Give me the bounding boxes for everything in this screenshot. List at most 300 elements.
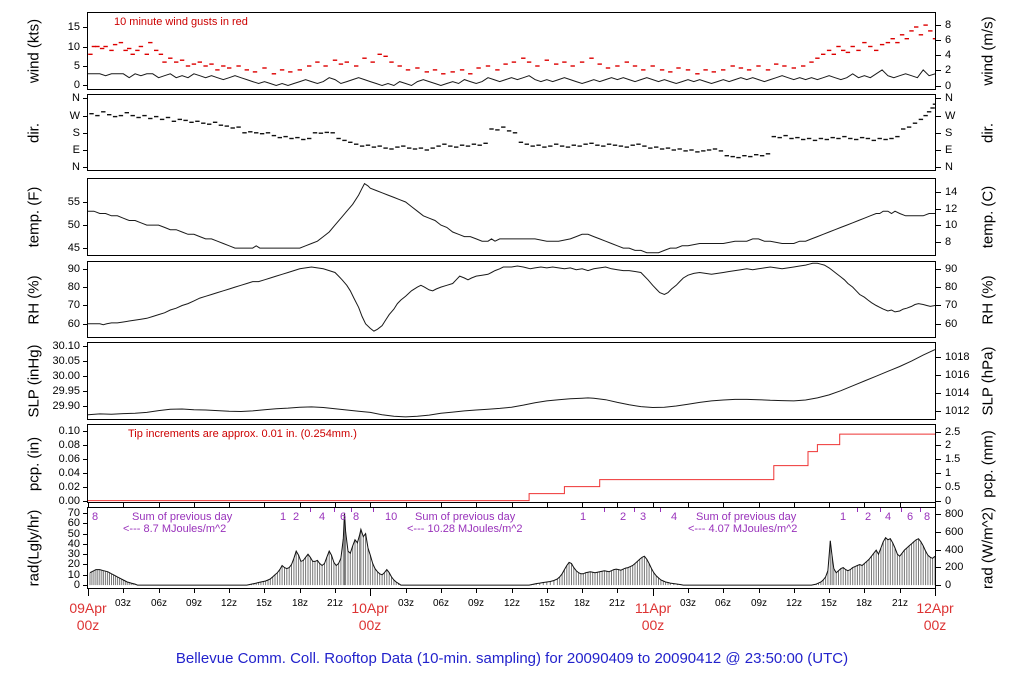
wind-point (503, 63, 507, 64)
rad-hour-marker: 6 (340, 511, 347, 523)
wind-point (88, 54, 92, 55)
dir-point (825, 139, 829, 140)
dir-point (89, 113, 93, 114)
wind-point (383, 56, 387, 57)
wind-point (145, 54, 149, 55)
dir-point (195, 121, 199, 122)
xaxis-minor-label: 06z (150, 598, 168, 609)
wind-point (236, 65, 240, 66)
dir-point (136, 117, 140, 118)
xaxis-minor-label: 15z (820, 598, 838, 609)
xtick-rad (194, 589, 195, 593)
dir-point (566, 146, 570, 147)
xtick-pcp (759, 503, 760, 507)
wind-point (203, 65, 207, 66)
ytick-label-right-slp: 1018 (945, 351, 970, 363)
dir-point (883, 139, 887, 140)
rad-hour-marker: 10 (385, 511, 398, 523)
dir-point (489, 128, 493, 129)
xaxis-date-label (907, 600, 963, 634)
dir-point (719, 150, 723, 151)
xtick-rad (864, 589, 865, 593)
wind-point (425, 71, 429, 72)
wind-point (589, 58, 593, 59)
dir-point (748, 156, 752, 157)
ytick-label-right-temp: 14 (945, 186, 958, 198)
ytick-right-slp (936, 393, 941, 394)
wind-point (606, 67, 610, 68)
xtick-pcp (229, 503, 230, 507)
dir-point (478, 145, 482, 146)
ylabel-left-rh: RH (%) (25, 274, 43, 325)
wind-point (186, 65, 190, 66)
annotation-rad-2: Sum of previous day (415, 511, 516, 523)
dir-point (889, 138, 893, 139)
wind-point (836, 46, 840, 47)
wind-point (856, 50, 860, 51)
xaxis-minor-label: 03z (114, 598, 132, 609)
xtick-pcp (547, 503, 548, 507)
dir-point (395, 146, 399, 147)
wind-point (113, 44, 117, 45)
dir-point (860, 137, 864, 138)
ytick-left-temp (83, 225, 88, 226)
wind-point (272, 73, 276, 74)
wind-point (180, 60, 184, 61)
xtick-pcp (264, 503, 265, 507)
dir-point (260, 133, 264, 134)
dir-point (483, 143, 487, 144)
dir-point (613, 145, 617, 146)
panel-pcp (87, 424, 936, 503)
annotation-rad-0: Sum of previous day (132, 511, 233, 523)
wind-point (841, 50, 845, 51)
ytick-label-right-temp: 8 (945, 236, 952, 248)
dir-point (425, 149, 429, 150)
wind-point (832, 54, 836, 55)
xaxis-minor-label: 18z (855, 598, 873, 609)
ytick-left-slp (83, 346, 88, 347)
panel-temp (87, 178, 936, 256)
wind-point (895, 42, 899, 43)
xtick-rad (335, 589, 336, 593)
dir-point (589, 143, 593, 144)
dir-point (689, 149, 693, 150)
ytick-right-temp (936, 209, 941, 210)
dir-point (531, 145, 535, 146)
xtick-pcp (300, 503, 301, 507)
ytick-label-right-dir: E (945, 144, 953, 156)
xtick-pcp (900, 503, 901, 507)
ytick-left-wind (83, 27, 88, 28)
wind-point (245, 69, 249, 70)
ytick-label-right-pcp: 2.5 (945, 426, 961, 438)
ytick-label-left-dir: S (72, 127, 80, 139)
dir-point (360, 145, 364, 146)
wind-point (512, 61, 516, 62)
xtick-rad (441, 589, 442, 593)
ytick-label-left-rad: 20 (67, 558, 80, 570)
annotation-pcp-0: Tip increments are approx. 0.01 in. (0.254mm.) (128, 428, 357, 440)
dir-point (225, 125, 229, 126)
xtick-rad (900, 589, 901, 593)
dir-point (560, 145, 564, 146)
dir-point (901, 128, 905, 129)
wind-point (362, 58, 366, 59)
wind-point (378, 54, 382, 55)
ytick-right-pcp (936, 487, 941, 488)
rad-hour-marker: 1 (580, 511, 587, 523)
panel-dir (87, 94, 936, 171)
ytick-right-slp (936, 375, 941, 376)
rad-hour-marker: 8 (353, 511, 360, 523)
ytick-right-wind (936, 55, 941, 56)
xaxis-minor-label: 12z (503, 598, 521, 609)
wind-point (782, 65, 786, 66)
wind-point (371, 61, 375, 62)
xaxis-date-line1: 12Apr (916, 600, 954, 616)
dir-point (431, 147, 435, 148)
dir-point (760, 155, 764, 156)
wind-point (886, 42, 890, 43)
dir-point (419, 147, 423, 148)
xtick-rad (794, 589, 795, 593)
wind-point (174, 61, 178, 62)
panel-rad (87, 507, 936, 589)
dir-point (119, 115, 123, 116)
ytick-label-left-rad: 40 (67, 538, 80, 550)
ytick-left-rad (83, 554, 88, 555)
ytick-left-pcp (83, 445, 88, 446)
xaxis-date-line1: 09Apr (69, 600, 107, 616)
ytick-label-right-dir: W (945, 110, 956, 122)
ytick-label-left-dir: N (72, 92, 80, 104)
wind-point (815, 58, 819, 59)
dir-point (201, 123, 205, 124)
dir-point (595, 145, 599, 146)
dir-point (842, 136, 846, 137)
ytick-right-wind (936, 40, 941, 41)
xaxis-date-line1: 11Apr (634, 600, 672, 616)
wind-point (874, 50, 878, 51)
dir-point (831, 137, 835, 138)
ytick-label-left-slp: 30.00 (52, 370, 80, 382)
ylabel-right-temp: temp. (C) (979, 185, 997, 249)
dir-point (101, 111, 105, 112)
rad-hour-marker: 8 (92, 511, 99, 523)
ylabel-right-rad: rad (W/m^2) (979, 506, 997, 590)
wind-point (486, 65, 490, 66)
dir-point (736, 157, 740, 158)
xaxis-minor-label: 06z (714, 598, 732, 609)
dir-point (407, 147, 411, 148)
dir-point (872, 140, 876, 141)
wind-point (280, 69, 284, 70)
rad-hour-marker: 2 (865, 511, 872, 523)
dir-point (701, 150, 705, 151)
xtick-pcp (653, 503, 654, 507)
dir-point (348, 142, 352, 143)
ytick-left-slp (83, 376, 88, 377)
dir-point (631, 145, 635, 146)
dir-point (927, 111, 931, 112)
ylabel-left-rad: rad(Lgly/hr) (25, 509, 43, 587)
dir-point (783, 135, 787, 136)
wind-point (345, 61, 349, 62)
xaxis-minor-label: 15z (255, 598, 273, 609)
wind-point (686, 69, 690, 70)
ylabel-right-slp: SLP (hPa) (979, 346, 997, 416)
xtick-rad (370, 589, 371, 596)
dir-point (707, 149, 711, 150)
wind-point (739, 67, 743, 68)
dir-point (307, 138, 311, 139)
xtick-rad (512, 589, 513, 593)
rad-marker-tick (310, 508, 311, 512)
rad-marker-tick (634, 508, 635, 512)
annotation-rad-3: <--- 10.28 MJoules/m^2 (407, 523, 523, 535)
dir-point (295, 137, 299, 138)
dir-point (772, 136, 776, 137)
dir-point (389, 148, 393, 149)
dir-plot (88, 95, 935, 170)
xtick-rad (406, 589, 407, 593)
dir-point (607, 144, 611, 145)
ytick-right-dir (936, 150, 941, 151)
dir-point (866, 138, 870, 139)
ytick-label-left-rad: 30 (67, 548, 80, 560)
dir-point (266, 132, 270, 133)
dir-point (354, 144, 358, 145)
xaxis-minor-label: 18z (573, 598, 591, 609)
ytick-left-rad (83, 544, 88, 545)
dir-point (236, 126, 240, 127)
ytick-label-left-slp: 30.10 (52, 340, 80, 352)
dir-point (930, 107, 934, 108)
temp-plot (88, 179, 935, 255)
wind-point (253, 71, 257, 72)
ytick-label-right-dir: S (945, 127, 953, 139)
wind-point (389, 61, 393, 62)
ytick-label-left-rh: 90 (67, 263, 80, 275)
ytick-right-wind (936, 70, 941, 71)
wind-point (162, 61, 166, 62)
ytick-right-rh (936, 269, 941, 270)
ytick-label-left-dir: E (72, 144, 80, 156)
dir-point (231, 127, 235, 128)
ytick-label-left-rad: 50 (67, 528, 80, 540)
dir-point (372, 146, 376, 147)
dir-point (160, 119, 164, 120)
ytick-right-rh (936, 324, 941, 325)
ytick-label-left-rh: 80 (67, 281, 80, 293)
dir-point (189, 122, 193, 123)
wind-point (139, 46, 143, 47)
ytick-label-right-dir: N (945, 92, 953, 104)
wind-point (633, 65, 637, 66)
ylabel-left-dir: dir. (25, 122, 43, 143)
ytick-right-rad (936, 567, 941, 568)
rad-hour-marker: 4 (671, 511, 678, 523)
ytick-left-rad (83, 513, 88, 514)
wind-trace (88, 70, 935, 86)
dir-point (648, 147, 652, 148)
ytick-left-rh (83, 324, 88, 325)
dir-point (125, 112, 129, 113)
dir-point (654, 146, 658, 147)
wind-point (215, 69, 219, 70)
ytick-left-wind (83, 85, 88, 86)
wind-point (135, 50, 139, 51)
xtick-pcp (582, 503, 583, 507)
dir-point (660, 148, 664, 149)
ytick-label-right-rad: 400 (945, 544, 964, 556)
dir-point (583, 144, 587, 145)
wind-point (109, 50, 113, 51)
ytick-label-left-pcp: 0.00 (58, 495, 80, 507)
ytick-label-left-temp: 55 (67, 196, 80, 208)
annotation-rad-1: <--- 8.7 MJoules/m^2 (123, 523, 227, 535)
dir-point (248, 131, 252, 132)
wind-point (562, 61, 566, 62)
ylabel-right-wind: wind (m/s) (979, 16, 997, 86)
dir-point (895, 136, 899, 137)
ytick-left-dir (83, 116, 88, 117)
wind-point (527, 61, 531, 62)
wind-point (641, 69, 645, 70)
wind-point (131, 54, 135, 55)
dir-point (601, 145, 605, 146)
wind-point (535, 65, 539, 66)
ytick-left-dir (83, 150, 88, 151)
wind-point (756, 65, 760, 66)
xtick-pcp (88, 503, 89, 507)
wind-point (615, 65, 619, 66)
dir-point (848, 138, 852, 139)
ytick-label-right-temp: 12 (945, 203, 958, 215)
ytick-label-left-wind: 5 (73, 60, 80, 72)
wind-point (209, 63, 213, 64)
rad-marker-tick (857, 508, 858, 512)
ytick-right-rh (936, 287, 941, 288)
dir-point (436, 145, 440, 146)
ytick-label-right-wind: 0 (945, 80, 952, 92)
dir-point (278, 137, 282, 138)
dir-point (131, 115, 135, 116)
ytick-right-dir (936, 116, 941, 117)
slp-plot (88, 343, 935, 419)
dir-point (731, 156, 735, 157)
ytick-left-rad (83, 585, 88, 586)
dir-point (525, 144, 529, 145)
ylabel-right-pcp: pcp. (mm) (979, 429, 997, 498)
dir-point (142, 115, 146, 116)
xtick-pcp (123, 503, 124, 507)
wind-point (100, 48, 104, 49)
ytick-label-left-temp: 45 (67, 242, 80, 254)
xaxis-minor-label: 18z (291, 598, 309, 609)
ylabel-left-temp: temp. (F) (25, 186, 43, 248)
wind-point (148, 42, 152, 43)
dir-point (283, 136, 287, 137)
dir-point (913, 123, 917, 124)
xtick-rad (617, 589, 618, 593)
xtick-pcp (829, 503, 830, 507)
pcp-trace (88, 434, 935, 501)
dir-point (401, 145, 405, 146)
ytick-label-left-wind: 10 (67, 41, 80, 53)
dir-point (154, 116, 158, 117)
ytick-label-left-temp: 50 (67, 219, 80, 231)
wind-point (571, 65, 575, 66)
dir-point (625, 146, 629, 147)
dir-point (383, 147, 387, 148)
ytick-label-right-wind: 8 (945, 19, 952, 31)
wind-point (460, 69, 464, 70)
dir-point (672, 149, 676, 150)
wind-point (766, 69, 770, 70)
ytick-label-left-pcp: 0.10 (58, 425, 80, 437)
annotation-wind-0: 10 minute wind gusts in red (114, 16, 248, 28)
dir-point (336, 138, 340, 139)
ytick-label-right-rh: 70 (945, 299, 958, 311)
ytick-label-right-slp: 1012 (945, 405, 970, 417)
wind-point (288, 71, 292, 72)
rad-marker-tick (920, 508, 921, 512)
ytick-label-left-dir: W (69, 110, 80, 122)
ytick-label-left-wind: 15 (67, 21, 80, 33)
ytick-label-right-wind: 2 (945, 64, 952, 76)
dir-point (313, 132, 317, 133)
rad-marker-tick (901, 508, 902, 512)
wind-point (95, 46, 99, 47)
dir-point (636, 144, 640, 145)
wind-point (168, 58, 172, 59)
wind-point (354, 65, 358, 66)
wind-point (721, 69, 725, 70)
wind-point (123, 50, 127, 51)
xtick-pcp (723, 503, 724, 507)
ytick-right-pcp (936, 459, 941, 460)
dir-point (695, 151, 699, 152)
ytick-right-pcp (936, 445, 941, 446)
wind-point (900, 34, 904, 35)
ytick-right-rh (936, 305, 941, 306)
xtick-pcp (406, 503, 407, 507)
dir-point (754, 154, 758, 155)
ytick-left-slp (83, 406, 88, 407)
xtick-rad (688, 589, 689, 593)
wind-point (695, 73, 699, 74)
wind-point (880, 44, 884, 45)
dir-point (366, 145, 370, 146)
xaxis-minor-label: 21z (608, 598, 626, 609)
wind-point (119, 42, 123, 43)
xtick-pcp (335, 503, 336, 507)
ytick-left-rad (83, 564, 88, 565)
rad-marker-tick (880, 508, 881, 512)
ytick-right-temp (936, 242, 941, 243)
ytick-label-left-rad: 0 (73, 579, 80, 591)
ytick-left-rh (83, 305, 88, 306)
xaxis-minor-label: 06z (432, 598, 450, 609)
dir-point (107, 114, 111, 115)
dir-point (466, 145, 470, 146)
dir-point (413, 148, 417, 149)
ytick-right-wind (936, 86, 941, 87)
ytick-label-left-rh: 60 (67, 318, 80, 330)
dir-point (219, 125, 223, 126)
